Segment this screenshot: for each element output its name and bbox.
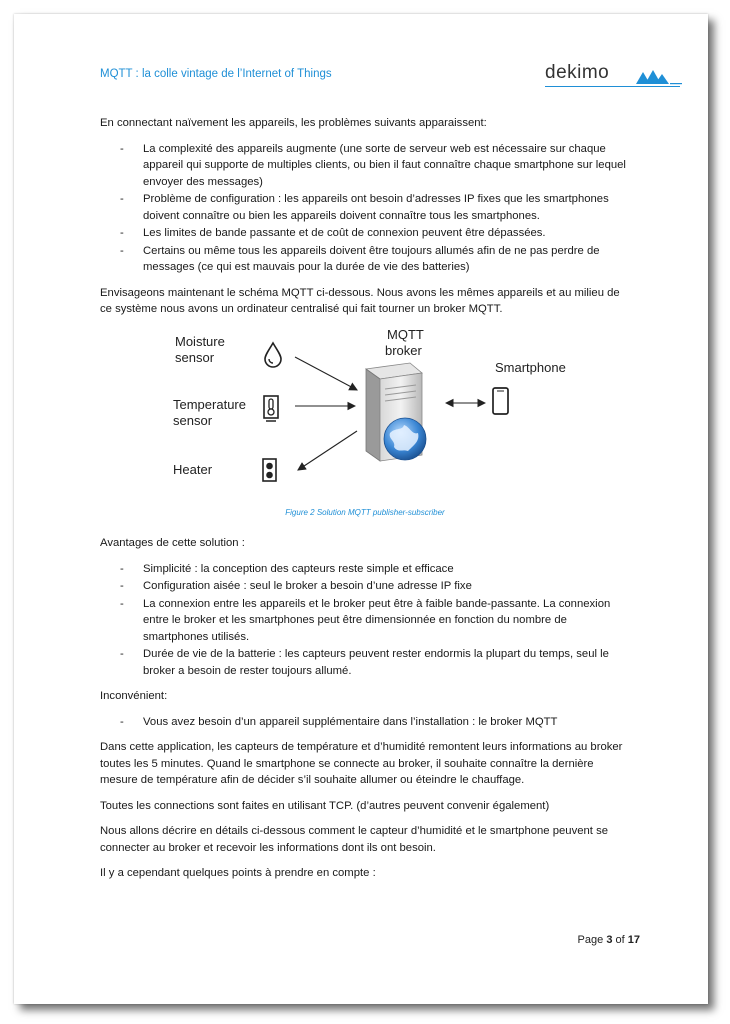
application-paragraph: Dans cette application, les capteurs de température et d’humidité remontent leurs informations au broker toutes les 5 minutes. Quand le smartphone se connecte au broker, il souhaite connaître la dernière mesure de température afin de décider s’il souhaite allumer ou éteindre le chauffage.	[100, 741, 623, 786]
broker-label-2: broker	[385, 342, 422, 358]
broker-server-icon	[366, 363, 426, 461]
thermometer-icon	[264, 396, 278, 421]
detail-paragraph: Nous allons décrire en détails ci-dessous comment le capteur d’humidité et le smartphone peuvent se connecter au broker et recevoir les informations dont ils ont besoin.	[100, 825, 609, 854]
logo-text: dekimo	[545, 62, 610, 83]
tcp-paragraph: Toutes les connections sont faites en utilisant TCP. (d’autres peuvent convenir également)	[100, 799, 550, 812]
smartphone-icon	[493, 388, 508, 414]
heater-label: Heater	[173, 461, 213, 477]
figure-caption: Figure 2 Solution MQTT publisher-subscriber	[285, 507, 445, 517]
list-item: - La complexité des appareils augmente (une sorte de serveur web est nécessaire sur chaque appareil qui supporte de multiples clients, ou bien il faut connaître chaque smartphone sur lequel envoyer des messages)	[100, 141, 630, 191]
broker-label-1: MQTT	[387, 326, 424, 342]
list-item: - Configuration aisée : seul le broker a besoin d’une adresse IP fixe	[100, 578, 630, 595]
page-word: Page	[577, 934, 604, 946]
list-item: - Certains ou même tous les appareils doivent être toujours allumés afin de ne pas perdre de messages (ce qui est mauvais pour la durée de vie des batteries)	[100, 243, 630, 276]
smartphone-label: Smartphone	[495, 359, 566, 375]
advantages-list	[100, 561, 630, 680]
page-number	[578, 934, 640, 946]
list-item: - Problème de configuration : les appareils ont besoin d’adresses IP fixes que les smartphones doivent connaître ou bien les appareils doivent connaître tous les smartphones.	[100, 191, 630, 224]
temperature-label-1: Temperature	[173, 396, 246, 412]
header-rule	[545, 86, 680, 87]
moisture-label-2: sensor	[175, 349, 215, 365]
current-page: 3	[606, 934, 613, 946]
dekimo-logo	[545, 62, 685, 88]
arrow-moisture-to-broker	[295, 357, 357, 390]
total-pages: 17	[627, 934, 640, 946]
list-item: - Vous avez besoin d’un appareil supplémentaire dans l’installation : le broker MQTT	[100, 714, 630, 731]
list-item: - Simplicité : la conception des capteurs reste simple et efficace	[100, 561, 630, 578]
arrow-broker-to-heater	[298, 431, 357, 470]
page-content	[100, 115, 630, 891]
temperature-label-2: sensor	[173, 412, 213, 428]
problems-list	[100, 141, 630, 276]
points-paragraph: Il y a cependant quelques points à prendre en compte :	[100, 867, 376, 879]
heater-icon	[263, 459, 276, 481]
mqtt-diagram	[100, 327, 630, 505]
advantages-title: Avantages de cette solution :	[100, 537, 245, 549]
of-word: of	[615, 934, 625, 946]
moisture-drop-icon	[265, 343, 281, 367]
envisage-paragraph: Envisageons maintenant le schéma MQTT ci-dessous. Nous avons les mêmes appareils et au milieu de ce système nous avons un ordinateur centralisé qui fait tourner un broker MQTT.	[100, 286, 620, 315]
intro-paragraph: En connectant naïvement les appareils, les problèmes suivants apparaissent:	[100, 117, 487, 129]
drawbacks-list	[100, 714, 630, 731]
list-item: - Les limites de bande passante et de coût de connexion peuvent être dépassées.	[100, 225, 630, 242]
moisture-label-1: Moisture	[175, 333, 225, 349]
drawback-title: Inconvénient:	[100, 690, 168, 702]
header-title: MQTT : la colle vintage de l’Internet of Things	[100, 68, 332, 80]
list-item: - La connexion entre les appareils et le broker peut être à faible bande-passante. La connexion entre le broker et les smartphones peut être dimensionnée en fonction du nombre de smartphones utilisés.	[100, 596, 630, 646]
list-item: - Durée de vie de la batterie : les capteurs peuvent rester endormis la plupart du temps, seul le broker a besoin de rester toujours allumé.	[100, 646, 630, 679]
logo-mountains-icon	[628, 64, 683, 86]
